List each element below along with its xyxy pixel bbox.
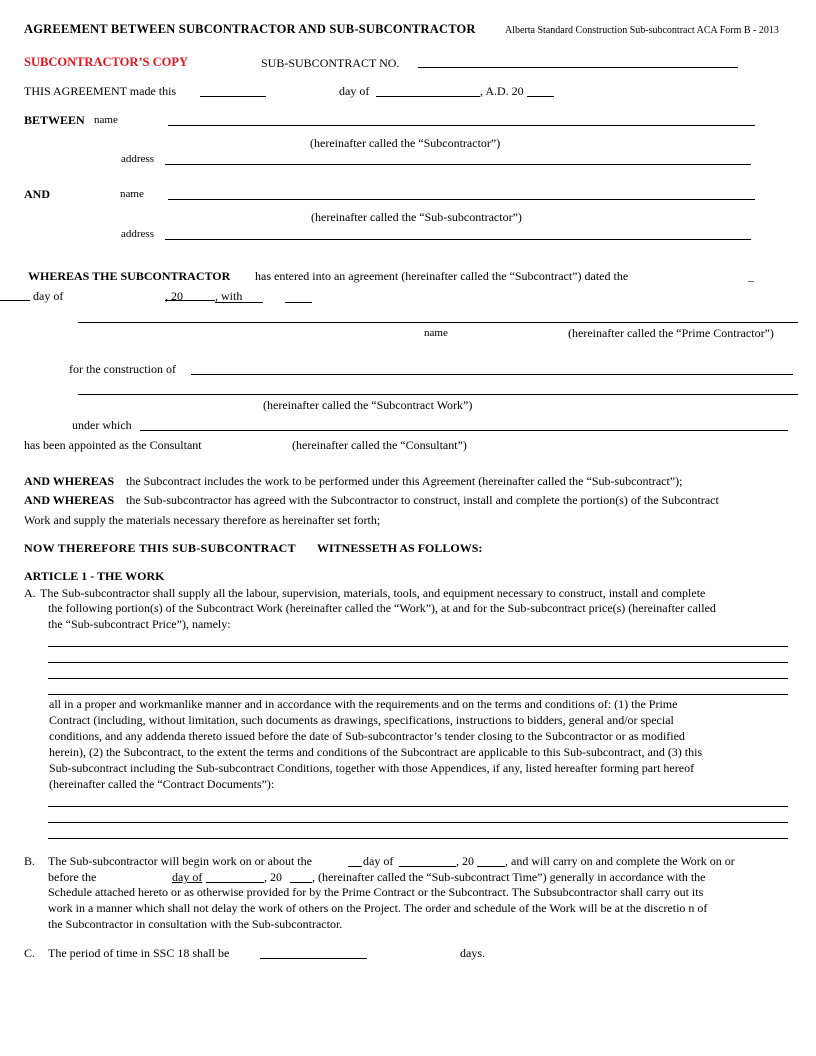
whereas-with-label: , with (215, 289, 243, 303)
finish-month-field[interactable] (206, 882, 264, 883)
and-whereas-2-label: AND WHEREAS (24, 493, 115, 507)
subcontract-no-field[interactable] (418, 67, 738, 68)
work-description-line-2[interactable] (48, 662, 788, 663)
now-therefore-label: NOW THEREFORE THIS SUB-SUBCONTRACT (24, 541, 296, 555)
construction-of-field-2[interactable] (78, 394, 798, 395)
clause-b-label: B. (24, 854, 36, 868)
clause-b-line-1c: , 20 (456, 854, 474, 868)
sub-subcontractor-called: (hereinafter called the “Sub-subcontractor”) (311, 210, 522, 224)
appointed-label: has been appointed as the Consultant (24, 438, 202, 452)
and-label: AND (24, 187, 50, 201)
start-year-field[interactable] (477, 866, 505, 867)
work-description-line-1[interactable] (48, 646, 788, 647)
and-address-label: address (121, 228, 154, 240)
whereas-dash: _ (748, 269, 754, 283)
construction-of-field[interactable] (191, 374, 793, 375)
clause-b-line-4: work in a manner which shall not delay the work of others on the Project. The order and schedule of the Work will be at the discretio n of (48, 901, 708, 915)
sub-subcontractor-address-field[interactable] (165, 239, 751, 240)
whereas-text: has entered into an agreement (hereinafter called the “Subcontract”) dated the (255, 269, 629, 283)
whereas-with-field[interactable] (215, 302, 263, 303)
sub-subcontractor-name-field[interactable] (168, 199, 755, 200)
prime-name-label: name (424, 327, 448, 339)
start-month-field[interactable] (399, 866, 456, 867)
clause-b-line-1a: The Sub-subcontractor will begin work on or about the (48, 854, 312, 868)
made-this-day-of-label: day of (339, 84, 370, 98)
made-this-day-field[interactable] (200, 96, 266, 97)
clause-c-text: The period of time in SSC 18 shall be (48, 946, 230, 960)
and-whereas-2-text-cont: Work and supply the materials necessary therefore as hereinafter set forth; (24, 513, 381, 527)
prime-contractor-name-field[interactable] (78, 322, 798, 323)
between-address-label: address (121, 153, 154, 165)
contract-documents-field-3[interactable] (48, 838, 788, 839)
clause-b-line-3: Schedule attached hereto or as otherwise provided for by the Prime Contract or the Subcontract. The Subsubcontractor shall carry out its (48, 885, 704, 899)
document-title: AGREEMENT BETWEEN SUBCONTRACTOR AND SUB-SUBCONTRACTOR (24, 22, 476, 36)
subcontractor-address-field[interactable] (165, 164, 751, 165)
whereas-label: WHEREAS THE SUBCONTRACTOR (28, 269, 231, 283)
and-name-label: name (120, 188, 144, 200)
clause-c-label: C. (24, 946, 36, 960)
ssc18-days-field[interactable] (260, 958, 367, 959)
contract-documents-line-3: conditions, and any addenda thereto issued before the date of Sub-subcontractor’s tender closing to the Subcontractor or as modified (49, 729, 685, 743)
whereas-extra-field[interactable] (285, 302, 312, 303)
contract-documents-line-2: Contract (including, without limitation, such documents as drawings, specifications, instructions to bidders, general and/or special (49, 713, 674, 727)
subcontractor-called: (hereinafter called the “Subcontractor”) (310, 136, 501, 150)
consultant-name-field[interactable] (140, 430, 788, 431)
made-this-ad-label: , A.D. 20 (480, 84, 524, 98)
clause-a-label: A. (24, 586, 36, 600)
between-name-label: name (94, 114, 118, 126)
made-this-month-field[interactable] (376, 96, 480, 97)
construction-of-label: for the construction of (69, 362, 176, 376)
and-whereas-1-text: the Subcontract includes the work to be performed under this Agreement (hereinafter called the “Sub-subcontract”); (126, 474, 683, 488)
under-which-label: under which (72, 418, 132, 432)
article-1-heading: ARTICLE 1 - THE WORK (24, 569, 165, 583)
witnesseth-label: WITNESSETH AS FOLLOWS: (317, 541, 483, 555)
whereas-day-field[interactable] (0, 300, 30, 301)
subcontract-work-called: (hereinafter called the “Subcontract Work”) (263, 398, 473, 412)
contract-documents-field-2[interactable] (48, 822, 788, 823)
form-reference: Alberta Standard Construction Sub-subcontract ACA Form B - 2013 (505, 25, 779, 36)
subcontractor-name-field[interactable] (168, 125, 755, 126)
work-description-line-4[interactable] (48, 694, 788, 695)
clause-b-line-2c: , 20 (264, 870, 282, 884)
start-day-field[interactable] (348, 866, 362, 867)
clause-b-line-2d: , (hereinafter called the “Sub-subcontract Time”) generally in accordance with the (312, 870, 706, 884)
clause-a-line-2: the following portion(s) of the Subcontract Work (hereinafter called the “Work”), at and for the Sub-subcontract price(s) (hereinafter called (48, 601, 716, 615)
clause-b-line-2a: before the (48, 870, 97, 884)
copy-label: SUBCONTRACTOR’S COPY (24, 55, 189, 69)
clause-b-line-1b: day of (363, 854, 394, 868)
clause-a-line-1: The Sub-subcontractor shall supply all the labour, supervision, materials, tools, and equipment necessary to construct, install and complete (40, 586, 706, 600)
clause-a-line-3: the “Sub-subcontract Price”), namely: (48, 617, 231, 631)
contract-documents-line-5: Sub-subcontract including the Sub-subcontract Conditions, together with those Appendices, if any, listed hereafter forming part hereof (49, 761, 695, 775)
contract-documents-field-1[interactable] (48, 806, 788, 807)
subcontract-no-label: SUB-SUBCONTRACT NO. (261, 56, 400, 70)
prime-contractor-called: (hereinafter called the “Prime Contractor”) (568, 326, 774, 340)
work-description-line-3[interactable] (48, 678, 788, 679)
whereas-year-label: , 20 (165, 289, 183, 303)
whereas-day-of-label: day of (33, 289, 64, 303)
clause-b-line-2b: day of (172, 870, 203, 884)
made-this-label: THIS AGREEMENT made this (24, 84, 177, 98)
clause-b-line-5: the Subcontractor in consultation with the Sub-subcontractor. (48, 917, 343, 931)
between-label: BETWEEN (24, 113, 85, 127)
consultant-called: (hereinafter called the “Consultant”) (292, 438, 467, 452)
clause-c-days: days. (460, 946, 485, 960)
contract-documents-line-1: all in a proper and workmanlike manner and in accordance with the requirements and on the terms and conditions of: (1) the Prime (49, 697, 678, 711)
made-this-year-field[interactable] (527, 96, 554, 97)
finish-year-field[interactable] (290, 882, 312, 883)
and-whereas-1-label: AND WHEREAS (24, 474, 115, 488)
contract-documents-line-4: herein), (2) the Subcontract, to the extent the terms and conditions of the Subcontract are applicable to this Sub-subcontract, and (3) this (49, 745, 703, 759)
clause-b-line-1d: , and will carry on and complete the Work on or (505, 854, 735, 868)
whereas-year-field[interactable] (165, 300, 215, 301)
contract-documents-line-6: (hereinafter called the “Contract Documents”): (49, 777, 275, 791)
and-whereas-2-text: the Sub-subcontractor has agreed with the Subcontractor to construct, install and complete the portion(s) of the Subcontract (126, 493, 719, 507)
